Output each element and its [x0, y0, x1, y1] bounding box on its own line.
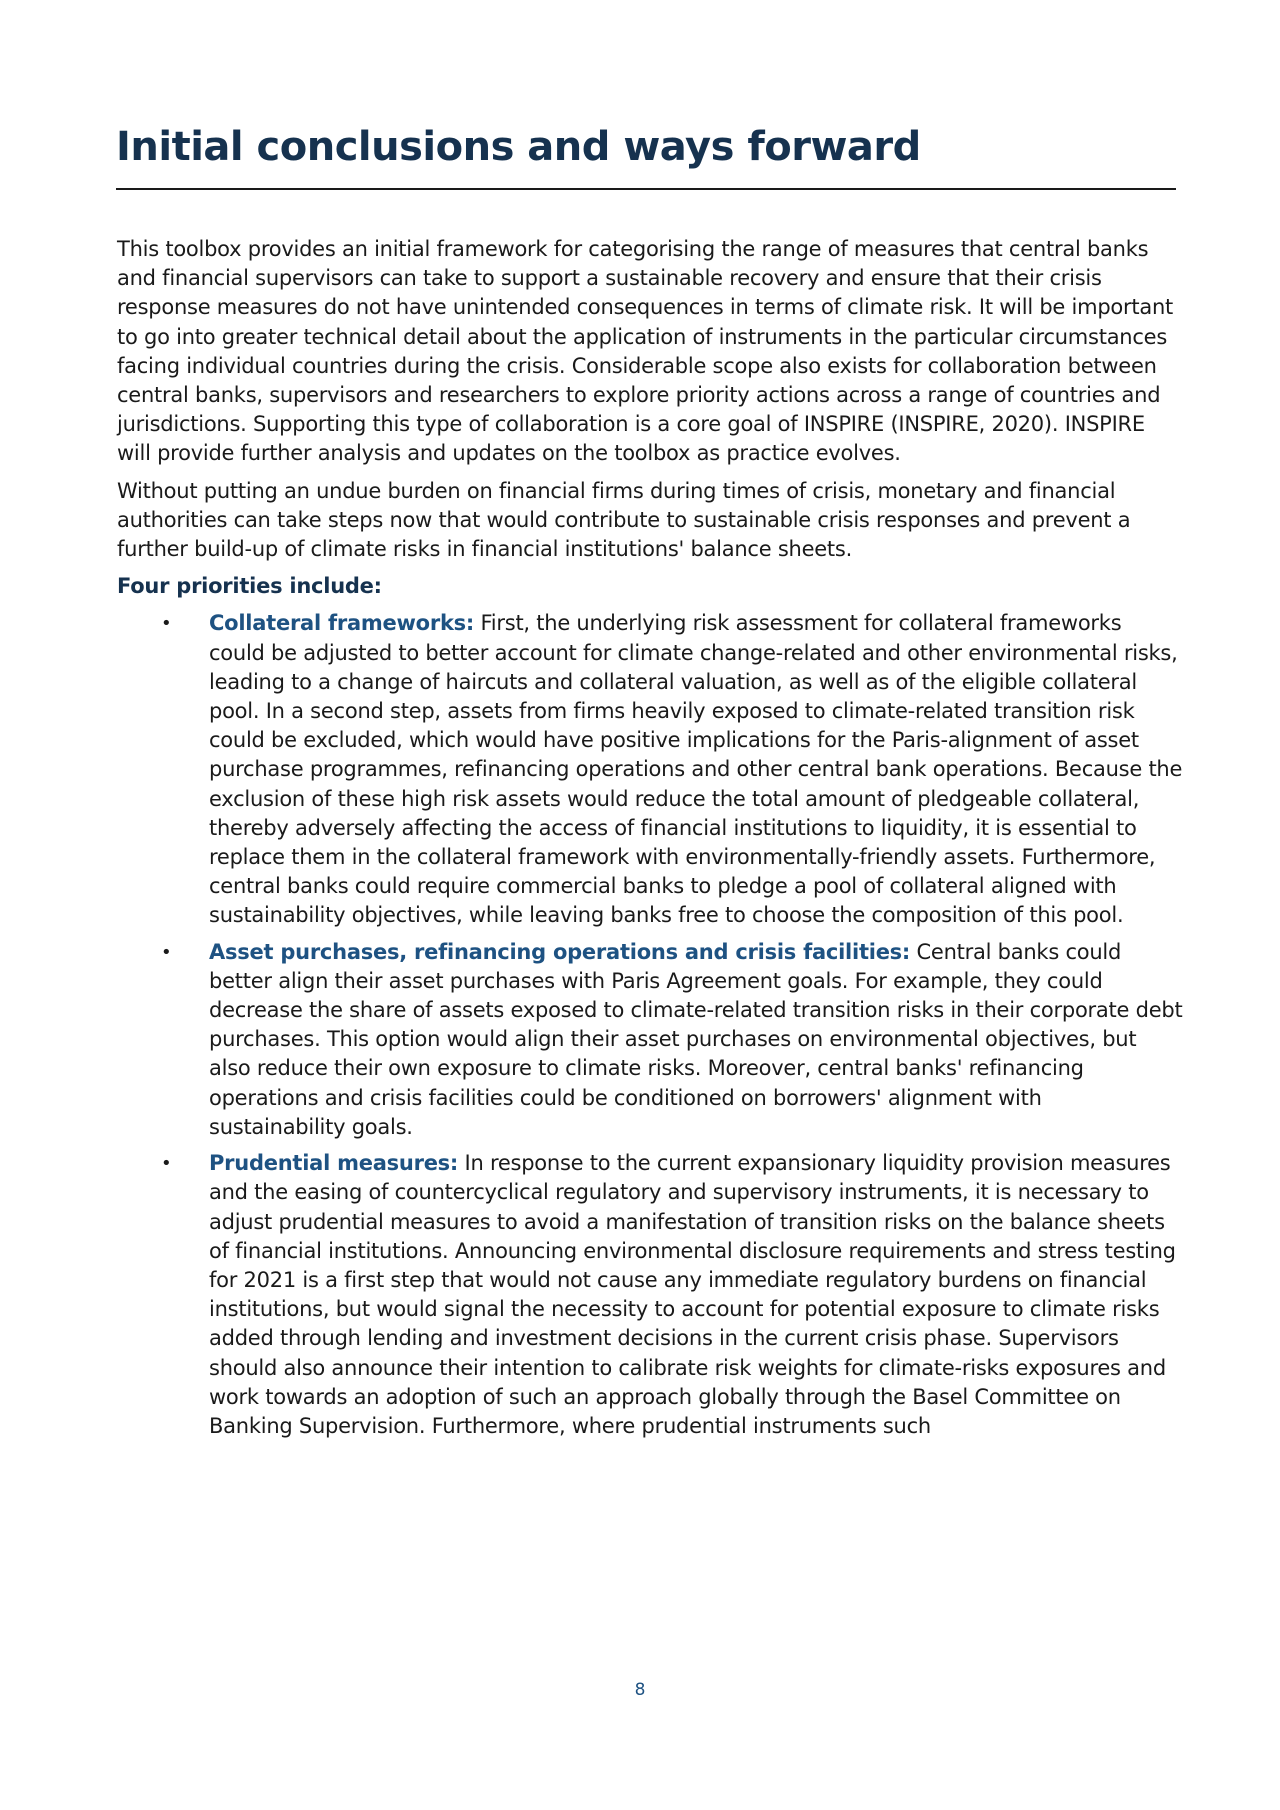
- priority-title: Collateral frameworks:: [209, 611, 475, 636]
- bullet-icon: •: [161, 1153, 172, 1175]
- context-paragraph: Without putting an undue burden on financial firms during times of crisis, monetary and financial authorities can take steps now that would contribute to sustainable crisis responses and prevent a further build-up of climate risks in financial institutions' balance sheets.: [117, 478, 1131, 562]
- bullet-icon: •: [161, 941, 172, 963]
- priority-text: Central banks could better align their asset purchases with Paris Agreement goals. For example, they could decrease the share of assets exposed to climate-related transition risks in their corporate debt purchases. This option would align their asset purchases on environmental objectives, but also reduce their own exposure to climate risks. Moreover, central banks' refinancing operations and crisis facilities could be conditioned on borrowers' alignment with sustainability goals.: [209, 939, 1183, 1139]
- priority-asset-purchases: [117, 938, 1183, 1142]
- priority-title: Prudential measures:: [209, 1151, 459, 1176]
- priorities-heading: Four priorities include:: [117, 574, 382, 599]
- priority-prudential-measures: [117, 1149, 1183, 1441]
- page-number: 8: [634, 1680, 646, 1700]
- intro-paragraph: This toolbox provides an initial framework for categorising the range of measures that central banks and financial supervisors can take to support a sustainable recovery and ensure that their crisis response measures do not have unintended consequences in terms of climate risk. It will be important to go into greater technical detail about the application of instruments in the particular circumstances facing individual countries during the crisis. Considerable scope also exists for collaboration between central banks, supervisors and researchers to explore priority actions across a range of countries and jurisdictions. Supporting this type of collaboration is a core goal of INSPIRE (INSPIRE, 2020). INSPIRE will provide further analysis and updates on the toolbox as practice evolves.: [117, 237, 1174, 466]
- priority-title: Asset purchases, refinancing operations and crisis facilities:: [209, 939, 911, 964]
- main-content: [117, 235, 1183, 1448]
- priorities-list: [117, 609, 1183, 1441]
- priority-text: In response to the current expansionary liquidity provision measures and the easing of countercyclical regulatory and supervisory instruments, it is necessary to adjust prudential measures to avoid a manifestation of transition risks on the balance sheets of financial institutions. Announcing environmental disclosure requirements and stress testing for 2021 is a first step that would not cause any immediate regulatory burdens on financial institutions, but would signal the necessity to account for potential exposure to climate risks added through lending and investment decisions in the current crisis phase. Supervisors should also announce their intention to calibrate risk weights for climate-risks exposures and work towards an adoption of such an approach globally through the Basel Committee on Banking Supervision. Furthermore, where prudential instruments such: [209, 1151, 1176, 1438]
- title-divider: [116, 188, 1176, 190]
- priority-text: First, the underlying risk assessment for collateral frameworks could be adjusted to better account for climate change-related and other environmental risks, leading to a change of haircuts and collateral valuation, as well as of the eligible collateral pool. In a second step, assets from firms heavily exposed to climate-related transition risk could be excluded, which would have positive implications for the Paris-alignment of asset purchase programmes, refinancing operations and other central bank operations. Because the exclusion of these high risk assets would reduce the total amount of pledgeable collateral, thereby adversely affecting the access of financial institutions to liquidity, it is essential to replace them in the collateral framework with environmentally-friendly assets. Furthermore, central banks could require commercial banks to pledge a pool of collateral aligned with sustainability objectives, while leaving banks free to choose the composition of this pool.: [209, 611, 1183, 928]
- priority-collateral-frameworks: [117, 609, 1183, 930]
- bullet-icon: •: [161, 613, 172, 635]
- page-title: Initial conclusions and ways forward: [116, 124, 921, 170]
